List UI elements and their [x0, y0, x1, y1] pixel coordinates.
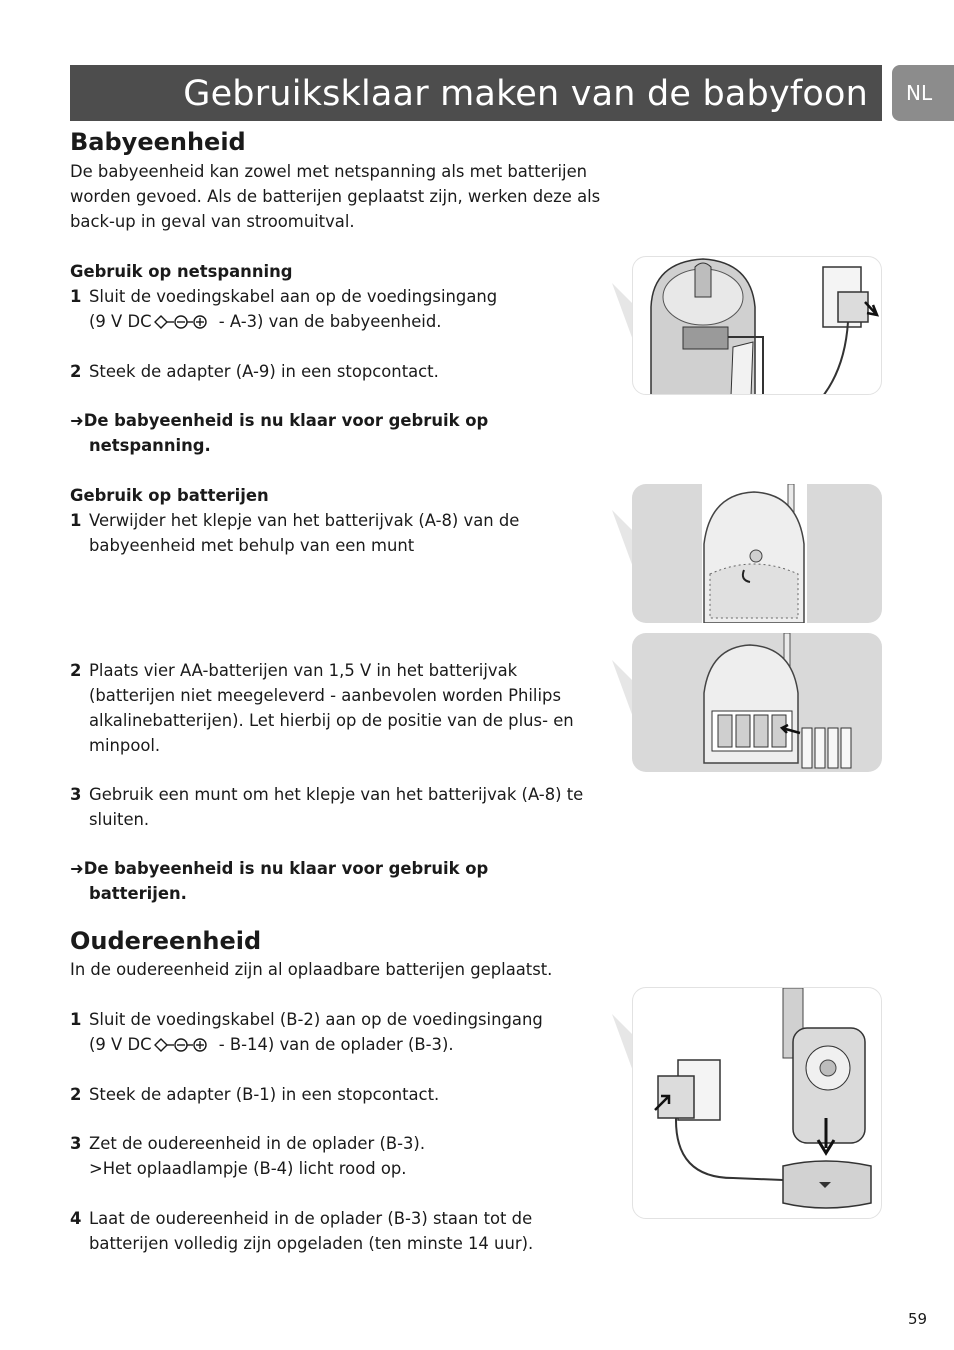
step-number: 3 — [70, 785, 82, 804]
page-title: Gebruiksklaar maken van de babyfoon — [183, 74, 868, 114]
subheading-mains: Gebruik op netspanning — [70, 262, 293, 281]
page-marker-shape — [612, 660, 634, 720]
mains-result — [70, 408, 488, 433]
step-text: Steek de adapter (A-9) in een stopcontact. — [89, 362, 439, 381]
parent-step-4 — [70, 1206, 532, 1231]
step-text: (9 V DC — [89, 312, 152, 331]
result-text: De babyeenheid is nu klaar voor gebruik op — [83, 411, 489, 430]
page-marker-shape — [612, 1014, 634, 1074]
battery-step-2-cont: minpool. — [89, 736, 161, 755]
mains-step-1 — [70, 284, 497, 309]
step-text: Zet de oudereenheid in de oplader (B-3). — [89, 1134, 426, 1153]
step-text: Sluit de voedingskabel aan op de voedingsingang — [89, 287, 498, 306]
battery-step-2-cont: (batterijen niet meegeleverd - aanbevolen worden Philips — [89, 686, 561, 705]
baby-intro-line: De babyeenheid kan zowel met netspanning als met batterijen — [70, 162, 588, 181]
step-text: Laat de oudereenheid in de oplader (B-3) staan tot de — [89, 1209, 533, 1228]
battery-step-2 — [70, 658, 517, 683]
parent-unit-charger-image — [633, 988, 882, 1219]
step-text: Steek de adapter (B-1) in een stopcontact. — [89, 1085, 440, 1104]
dc-polarity-icon — [154, 315, 212, 329]
step-text: Sluit de voedingskabel (B-2) aan op de voedingsingang — [89, 1010, 543, 1029]
mains-step-2 — [70, 359, 439, 384]
step-number: 1 — [70, 511, 82, 530]
arrow-icon: ➜ — [70, 859, 84, 878]
page-marker-shape — [612, 283, 634, 343]
parent-step-1 — [70, 1007, 543, 1032]
parent-intro: In de oudereenheid zijn al oplaadbare batterijen geplaatst. — [70, 960, 553, 979]
step-number: 1 — [70, 1010, 82, 1029]
parent-step-3 — [70, 1131, 425, 1156]
header-bar — [70, 65, 882, 121]
parent-step-3-cont: >Het oplaadlampje (B-4) licht rood op. — [89, 1159, 407, 1178]
battery-step-2-cont: alkalinebatterijen). Let hierbij op de positie van de plus- en — [89, 711, 574, 730]
section-heading-parent-unit: Oudereenheid — [70, 927, 262, 955]
baby-unit-adapter-image — [633, 257, 882, 395]
battery-step-1-cont: babyeenheid met behulp van een munt — [89, 536, 415, 555]
parent-charger-illustration — [632, 987, 882, 1219]
language-tab: NL — [892, 65, 954, 121]
parent-step-1-cont — [70, 1032, 454, 1057]
step-text: Plaats vier AA-batterijen van 1,5 V in het batterijvak — [89, 661, 518, 680]
battery-result — [70, 856, 488, 881]
step-number: 2 — [70, 362, 82, 381]
page-marker-shape — [612, 510, 634, 570]
mains-step-1-cont — [70, 309, 441, 334]
mains-result-cont: netspanning. — [89, 436, 211, 455]
step-text: Verwijder het klepje van het batterijvak (A-8) van de — [89, 511, 520, 530]
parent-step-4-cont: batterijen volledig zijn opgeladen (ten minste 14 uur). — [89, 1234, 534, 1253]
step-number: 3 — [70, 1134, 82, 1153]
baby-intro-line: back-up in geval van stroomuitval. — [70, 212, 355, 231]
step-number: 2 — [70, 1085, 82, 1104]
battery-step-3-cont: sluiten. — [89, 810, 150, 829]
battery-result-cont: batterijen. — [89, 884, 187, 903]
baby-intro-line: worden gevoed. Als de batterijen geplaatst zijn, werken deze als — [70, 187, 601, 206]
subheading-battery: Gebruik op batterijen — [70, 486, 269, 505]
coin-battery-cover-image — [632, 484, 882, 623]
dc-polarity-icon — [154, 1038, 212, 1052]
step-number: 1 — [70, 287, 82, 306]
insert-batteries-illustration — [632, 633, 882, 772]
step-text: - A-3) van de babyeenheid. — [213, 312, 442, 331]
step-text: - B-14) van de oplader (B-3). — [213, 1035, 454, 1054]
arrow-icon: ➜ — [70, 411, 84, 430]
battery-cover-illustration — [632, 484, 882, 623]
step-number: 4 — [70, 1209, 82, 1228]
step-number: 2 — [70, 661, 82, 680]
battery-step-1 — [70, 508, 519, 533]
battery-step-3 — [70, 782, 583, 807]
step-text: Gebruik een munt om het klepje van het batterijvak (A-8) te — [89, 785, 584, 804]
aa-batteries-image — [632, 633, 882, 772]
parent-step-2 — [70, 1082, 439, 1107]
result-text: De babyeenheid is nu klaar voor gebruik op — [83, 859, 489, 878]
page-number: 59 — [908, 1310, 928, 1328]
step-text: (9 V DC — [89, 1035, 152, 1054]
mains-adapter-illustration — [632, 256, 882, 395]
section-heading-baby-unit: Babyeenheid — [70, 128, 246, 156]
